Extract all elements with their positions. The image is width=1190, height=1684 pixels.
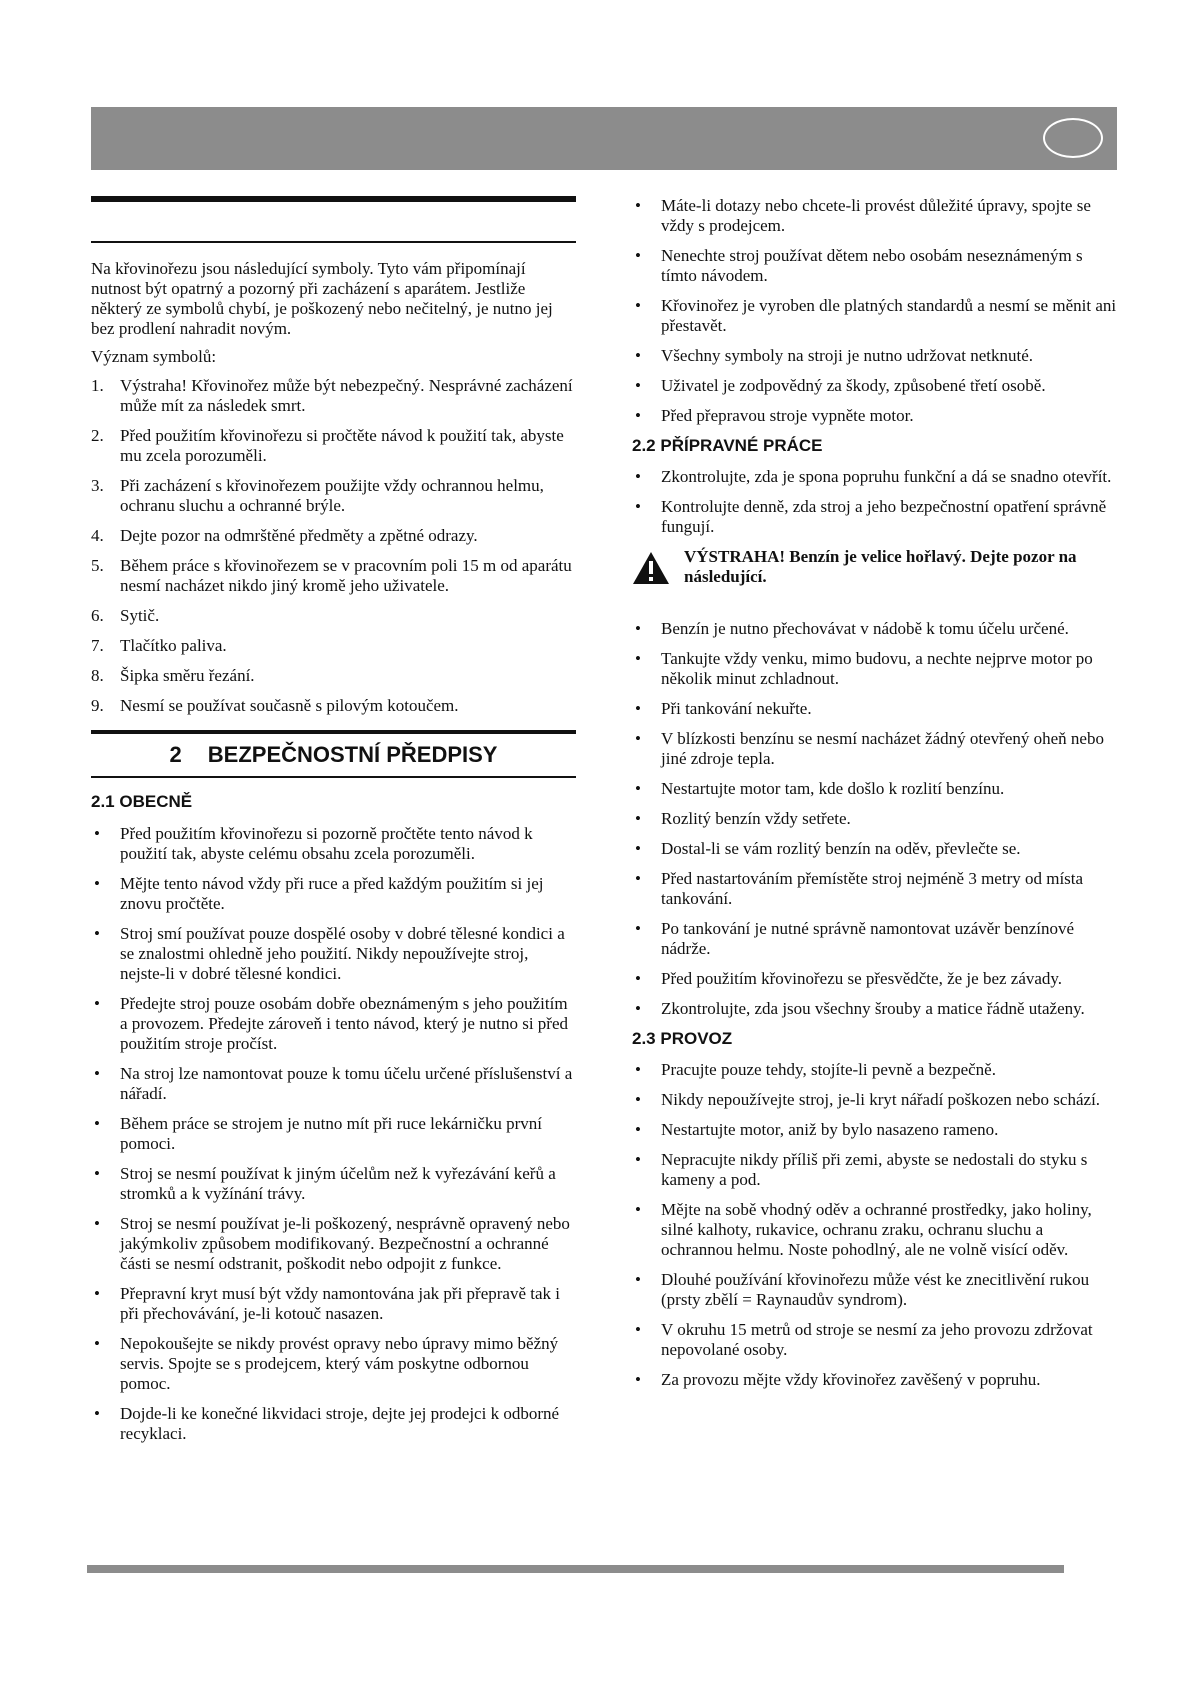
item-text: Výstraha! Křovinořez může být nebezpečný. Nesprávné zacházení může mít za následek smrt.	[120, 376, 573, 415]
item-text: Nikdy nepoužívejte stroj, je-li kryt nářadí poškozen nebo schází.	[661, 1090, 1101, 1109]
bullet-marker: •	[635, 809, 641, 828]
item-text: Zkontrolujte, zda je spona popruhu funkční a dá se snadno otevřít.	[661, 467, 1112, 486]
list-item	[632, 246, 1118, 286]
section-rule-thin	[91, 241, 576, 243]
section-2-3-title: 2.3 PROVOZ	[632, 1029, 733, 1048]
bullet-marker: •	[635, 1060, 641, 1079]
item-text: Během práce se strojem je nutno mít při ruce lekárničku první pomoci.	[120, 1114, 543, 1153]
item-text: Tlačítko paliva.	[120, 636, 227, 655]
item-text: Křovinořez je vyroben dle platných standardů a nesmí se měnit ani přestavět.	[661, 296, 1117, 335]
item-text: V okruhu 15 metrů od stroje se nesmí za jeho provozu zdržovat nepovolané osoby.	[661, 1320, 1093, 1359]
list-item	[91, 1064, 576, 1104]
list-item	[632, 497, 1118, 537]
bullet-marker: •	[635, 839, 641, 858]
list-item	[632, 869, 1118, 909]
item-text: Nepokoušejte se nikdy provést opravy nebo úpravy mimo běžný servis. Spojte se s prodejcem, který vám poskytne odbornou pomoc.	[120, 1334, 559, 1393]
item-text: Zkontrolujte, zda jsou všechny šrouby a matice řádně utaženy.	[661, 999, 1085, 1018]
bullet-marker: •	[94, 874, 100, 893]
section-rule-thick	[91, 196, 576, 202]
section-2-1-title: 2.1 OBECNĚ	[91, 792, 193, 811]
list-item	[91, 1114, 576, 1154]
bullet-marker: •	[635, 1200, 641, 1219]
bullet-marker: •	[635, 376, 641, 395]
item-text: Sytič.	[120, 606, 160, 625]
bullet-marker: •	[94, 1334, 100, 1353]
bullet-marker: •	[635, 779, 641, 798]
list-item	[632, 1090, 1118, 1110]
item-text: Mějte tento návod vždy při ruce a před každým použitím si jej znovu pročtěte.	[120, 874, 544, 913]
list-item	[632, 1150, 1118, 1190]
list-item	[632, 999, 1118, 1019]
bullet-marker: •	[635, 1090, 641, 1109]
list-item	[632, 1270, 1118, 1310]
item-text: Při zacházení s křovinořezem použijte vždy ochrannou helmu, ochranu sluchu a ochranné brýle.	[120, 476, 544, 515]
item-text: Stroj se nesmí používat k jiným účelům než k vyřezávání keřů a stromků a k vyžínání trávy.	[120, 1164, 556, 1203]
list-item	[632, 969, 1118, 989]
bullet-marker: •	[94, 1214, 100, 1233]
left-column	[91, 196, 576, 1454]
list-item	[632, 376, 1118, 396]
bullet-marker: •	[635, 699, 641, 718]
item-text: Před použitím křovinořezu si pročtěte návod k použití tak, abyste mu zcela porozuměli.	[120, 426, 564, 465]
section-2-1-continued-list	[632, 196, 1118, 426]
symbol-item	[91, 666, 576, 686]
item-text: Dostal-li se vám rozlitý benzín na oděv, převlečte se.	[661, 839, 1021, 858]
item-number: 2.	[91, 426, 104, 445]
list-item	[91, 1284, 576, 1324]
item-text: Tankujte vždy venku, mimo budovu, a nechte nejprve motor po několik minut zchladnout.	[661, 649, 1093, 688]
item-text: Na stroj lze namontovat pouze k tomu účelu určené příslušenství a nářadí.	[120, 1064, 573, 1103]
item-text: Šipka směru řezání.	[120, 666, 255, 685]
item-text: Nepracujte nikdy příliš při zemi, abyste se nedostali do styku s kameny a pod.	[661, 1150, 1088, 1189]
item-number: 8.	[91, 666, 104, 685]
list-item	[632, 619, 1118, 639]
bullet-marker: •	[94, 1064, 100, 1083]
header-band	[91, 107, 1117, 170]
item-text: Rozlitý benzín vždy setřete.	[661, 809, 851, 828]
symbol-item	[91, 636, 576, 656]
list-item	[632, 346, 1118, 366]
item-text: V blízkosti benzínu se nesmí nacházet žádný otevřený oheň nebo jiné zdroje tepla.	[661, 729, 1104, 768]
bullet-marker: •	[635, 467, 641, 486]
list-item	[632, 1120, 1118, 1140]
item-text: Před nastartováním přemístěte stroj nejméně 3 metry od místa tankování.	[661, 869, 1084, 908]
bullet-marker: •	[94, 1164, 100, 1183]
bullet-marker: •	[635, 969, 641, 988]
symbol-item	[91, 526, 576, 546]
bullet-marker: •	[635, 406, 641, 425]
section-2-2-title: 2.2 PŘÍPRAVNÉ PRÁCE	[632, 436, 823, 455]
bullet-marker: •	[635, 619, 641, 638]
bullet-marker: •	[635, 246, 641, 265]
section-2-3-list	[632, 1060, 1118, 1390]
bullet-marker: •	[635, 497, 641, 516]
bullet-marker: •	[635, 1370, 641, 1389]
chapter-heading	[91, 730, 576, 778]
symbol-item	[91, 426, 576, 466]
symbol-item	[91, 696, 576, 716]
symbols-list	[91, 376, 576, 716]
item-number: 5.	[91, 556, 104, 575]
list-item	[632, 699, 1118, 719]
bullet-marker: •	[635, 296, 641, 315]
list-item	[91, 1214, 576, 1274]
chapter-number: 2	[169, 742, 182, 767]
item-text: Po tankování je nutné správně namontovat uzávěr benzínové nádrže.	[661, 919, 1075, 958]
item-text: Kontrolujte denně, zda stroj a jeho bezpečnostní opatření správně fungují.	[661, 497, 1107, 536]
section-2-1-list	[91, 824, 576, 1444]
footer-band	[87, 1565, 1064, 1573]
list-item	[91, 1334, 576, 1394]
item-text: Pracujte pouze tehdy, stojíte-li pevně a bezpečně.	[661, 1060, 996, 1079]
item-text: Za provozu mějte vždy křovinořez zavěšený v popruhu.	[661, 1370, 1041, 1389]
item-text: Nesmí se používat současně s pilovým kotoučem.	[120, 696, 459, 715]
item-text: Před přepravou stroje vypněte motor.	[661, 406, 914, 425]
item-text: Před použitím křovinořezu si pozorně pročtěte tento návod k použití tak, abyste celému obsahu zcela porozuměli.	[120, 824, 533, 863]
item-text: Dojde-li ke konečné likvidaci stroje, dejte jej prodejci k odborné recyklaci.	[120, 1404, 560, 1443]
bullet-marker: •	[635, 196, 641, 215]
list-item	[632, 1370, 1118, 1390]
section-2-2-list-a	[632, 467, 1118, 537]
list-item	[632, 1060, 1118, 1080]
list-item	[632, 296, 1118, 336]
list-item	[632, 196, 1118, 236]
bullet-marker: •	[94, 1404, 100, 1423]
list-item	[91, 874, 576, 914]
chapter-title: BEZPEČNOSTNÍ PŘEDPISY	[207, 742, 498, 767]
bullet-marker: •	[94, 994, 100, 1013]
item-text: Nestartujte motor, aniž by bylo nasazeno rameno.	[661, 1120, 999, 1139]
item-text: Máte-li dotazy nebo chcete-li provést důležité úpravy, spojte se vždy s prodejcem.	[661, 196, 1091, 235]
list-item	[632, 919, 1118, 959]
item-number: 9.	[91, 696, 104, 715]
item-text: Uživatel je zodpovědný za škody, způsobené třetí osobě.	[661, 376, 1046, 395]
fuel-warning	[632, 547, 1118, 587]
bullet-marker: •	[635, 999, 641, 1018]
item-text: Před použitím křovinořezu se přesvědčte, že je bez závady.	[661, 969, 1063, 988]
item-text: Stroj smí používat pouze dospělé osoby v dobré tělesné kondici a se znalostmi ohledně jeho použití. Nikdy nepoužívejte stroj, nejste-li v dobré tělesné kondici.	[120, 924, 565, 983]
list-item	[632, 1320, 1118, 1360]
bullet-marker: •	[94, 924, 100, 943]
bullet-marker: •	[94, 1114, 100, 1133]
list-item	[91, 1404, 576, 1444]
item-text: Dlouhé používání křovinořezu může vést ke znecitlivění rukou (prsty zbělí = Raynaudův syndrom).	[661, 1270, 1090, 1309]
bullet-marker: •	[635, 1120, 641, 1139]
bullet-marker: •	[94, 824, 100, 843]
item-text: Při tankování nekuřte.	[661, 699, 812, 718]
warning-triangle-icon	[632, 551, 670, 590]
bullet-marker: •	[635, 1150, 641, 1169]
item-number: 6.	[91, 606, 104, 625]
item-number: 4.	[91, 526, 104, 545]
symbol-item	[91, 476, 576, 516]
list-item	[632, 809, 1118, 829]
item-number: 7.	[91, 636, 104, 655]
item-number: 3.	[91, 476, 104, 495]
list-item	[632, 839, 1118, 859]
list-item	[632, 779, 1118, 799]
item-text: Benzín je nutno přechovávat v nádobě k tomu účelu určené.	[661, 619, 1069, 638]
symbol-item	[91, 606, 576, 626]
bullet-marker: •	[635, 919, 641, 938]
item-text: Nenechte stroj používat dětem nebo osobám neseznámeným s tímto návodem.	[661, 246, 1083, 285]
item-text: Přepravní kryt musí být vždy namontována jak při přepravě tak i při přechovávání, je-li kotouč nasazen.	[120, 1284, 560, 1323]
list-item	[91, 924, 576, 984]
list-item	[632, 649, 1118, 689]
list-item	[632, 729, 1118, 769]
symbols-meaning-label: Význam symbolů:	[91, 347, 217, 366]
bullet-marker: •	[635, 1320, 641, 1339]
list-item	[91, 824, 576, 864]
list-item	[632, 467, 1118, 487]
bullet-marker: •	[635, 346, 641, 365]
bullet-marker: •	[635, 869, 641, 888]
symbol-item	[91, 556, 576, 596]
item-text: Všechny symboly na stroji je nutno udržovat netknuté.	[661, 346, 1034, 365]
right-column	[632, 196, 1118, 1400]
item-text: Mějte na sobě vhodný oděv a ochranné prostředky, jako holiny, silné kalhoty, rukavice, ochranu zraku, ochranu sluchu a ochrannou helmu. Noste pohodlný, ale ne volně visící oděv.	[661, 1200, 1092, 1259]
item-text: Nestartujte motor tam, kde došlo k rozlití benzínu.	[661, 779, 1005, 798]
item-text: Stroj se nesmí používat je-li poškozený, nesprávně opravený nebo jakýmkoliv způsobem modifikovaný. Bezpečnostní a ochranné části se nesmí odstranit, poškodit nebo odpojit z funkce.	[120, 1214, 570, 1273]
symbols-intro: Na křovinořezu jsou následující symboly. Tyto vám připomínají nutnost být opatrný a pozorný při zacházení s aparátem. Jestliže některý ze symbolů chybí, je poškozený nebo nečitelný, je nutno jej bez prodlení nahradit novým.	[91, 259, 553, 338]
symbol-item	[91, 376, 576, 416]
fuel-warning-text: VÝSTRAHA! Benzín je velice hořlavý. Dejte pozor na následující.	[684, 547, 1077, 586]
bullet-marker: •	[635, 1270, 641, 1289]
list-item	[632, 1200, 1118, 1260]
list-item	[632, 406, 1118, 426]
item-number: 1.	[91, 376, 104, 395]
bullet-marker: •	[635, 649, 641, 668]
item-text: Předejte stroj pouze osobám dobře obeznámeným s jeho použitím a provozem. Předejte zároveň i tento návod, který je nutno si před použitím stroje pročíst.	[120, 994, 568, 1053]
section-2-2-list-b	[632, 619, 1118, 1019]
list-item	[91, 994, 576, 1054]
item-text: Dejte pozor na odmrštěné předměty a zpětné odrazy.	[120, 526, 478, 545]
language-badge-oval	[1043, 118, 1103, 158]
list-item	[91, 1164, 576, 1204]
bullet-marker: •	[635, 729, 641, 748]
item-text: Během práce s křovinořezem se v pracovním poli 15 m od aparátu nesmí nacházet nikdo jiný kromě jeho uživatele.	[120, 556, 572, 595]
bullet-marker: •	[94, 1284, 100, 1303]
